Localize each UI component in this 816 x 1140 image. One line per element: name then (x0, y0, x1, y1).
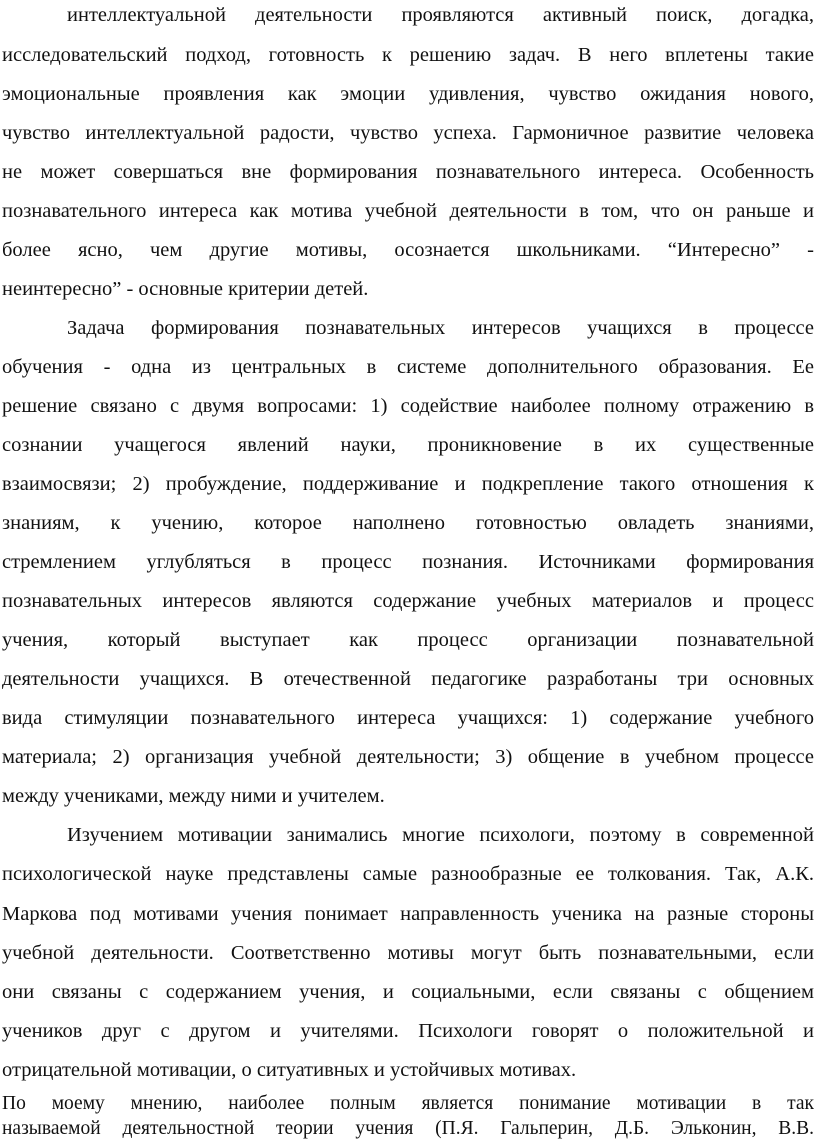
text-line: Маркова под мотивами учения понимает направленность ученика на разные стороны (2, 903, 814, 925)
text-line: деятельности учащихся. В отечественной педагогике разработаны три основных (2, 668, 814, 690)
text-line: Задача формирования познавательных интересов учащихся в процессе (67, 317, 814, 339)
text-line: познавательных интересов являются содержание учебных материалов и процесс (2, 590, 814, 612)
text-line: учеников друг с другом и учителями. Психологи говорят о положительной и (2, 1020, 814, 1042)
text-line: исследовательский подход, готовность к решению задач. В него вплетены такие (2, 44, 814, 66)
text-line: они связаны с содержанием учения, и социальными, если связаны с общением (2, 981, 814, 1003)
text-line: называемой деятельностной теории учения (П.Я. Гальперин, Д.Б. Эльконин, В.В. (2, 1118, 814, 1139)
text-line: учения, который выступает как процесс организации познавательной (2, 629, 814, 651)
text-line: взаимосвязи; 2) пробуждение, поддерживание и подкрепление такого отношения к (2, 473, 814, 495)
text-line: эмоциональные проявления как эмоции удивления, чувство ожидания нового, (2, 83, 814, 105)
text-line: не может совершаться вне формирования познавательного интереса. Особенность (2, 161, 814, 183)
text-line: материала; 2) организация учебной деятельности; 3) общение в учебном процессе (2, 746, 814, 768)
text-line: решение связано с двумя вопросами: 1) содействие наиболее полному отражению в (2, 395, 814, 417)
text-line: отрицательной мотивации, о ситуативных и устойчивых мотивах. (2, 1059, 577, 1081)
text-line: сознании учащегося явлений науки, проникновение в их существенные (2, 434, 814, 456)
text-line: неинтересно” - основные критерии детей. (2, 278, 369, 300)
text-line: знаниям, к учению, которое наполнено готовностью овладеть знаниями, (2, 512, 814, 534)
text-line: психологической науке представлены самые разнообразные ее толкования. Так, А.К. (2, 863, 814, 885)
text-line: вида стимуляции познавательного интереса учащихся: 1) содержание учебного (2, 707, 814, 729)
text-line: познавательного интереса как мотива учебной деятельности в том, что он раньше и (2, 200, 814, 222)
text-line: По моему мнению, наиболее полным является понимание мотивации в так (2, 1093, 814, 1114)
text-line: учебной деятельности. Соответственно мотивы могут быть познавательными, если (2, 942, 814, 964)
text-line: между учениками, между ними и учителем. (2, 785, 385, 807)
text-line: более ясно, чем другие мотивы, осознается школьниками. “Интересно” - (2, 239, 814, 261)
text-line: стремлением углубляться в процесс познания. Источниками формирования (2, 551, 814, 573)
text-line: Изучением мотивации занимались многие психологи, поэтому в современной (67, 824, 814, 846)
text-line: обучения - одна из центральных в системе дополнительного образования. Ее (2, 356, 814, 378)
text-line: чувство интеллектуальной радости, чувство успеха. Гармоничное развитие человека (2, 122, 814, 144)
text-line: интеллектуальной деятельности проявляются активный поиск, догадка, (67, 4, 814, 26)
